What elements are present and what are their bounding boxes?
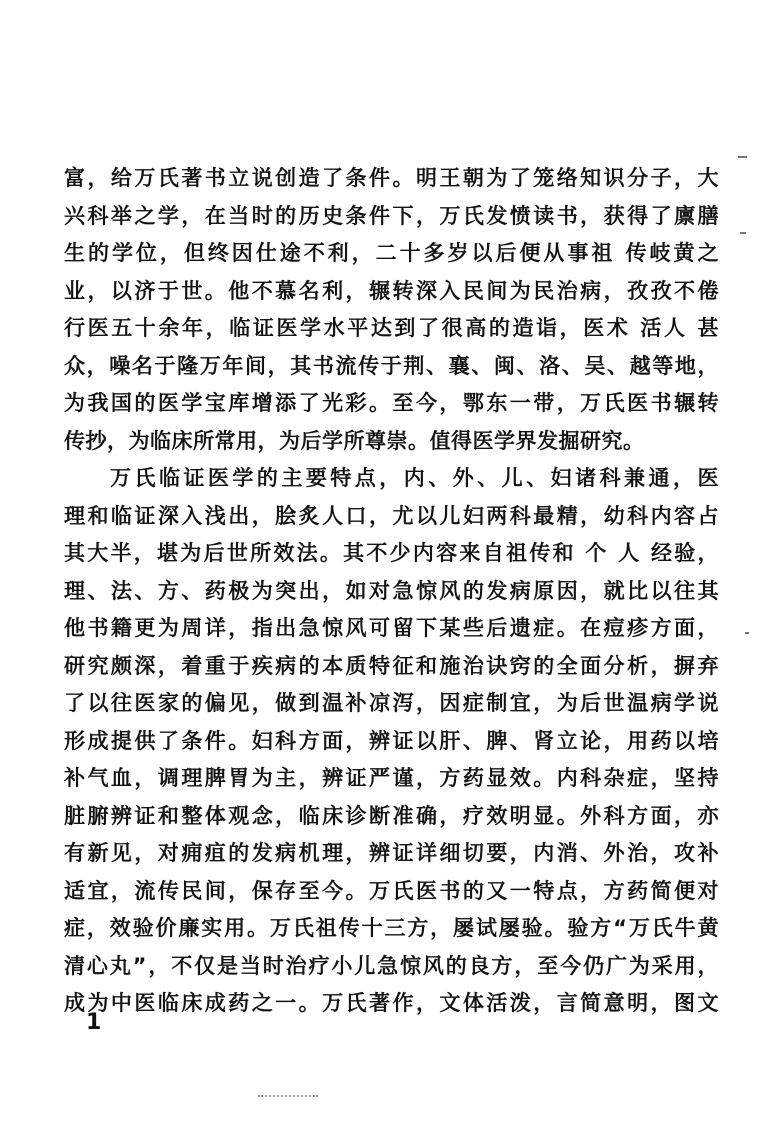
body-text xyxy=(64,160,719,1023)
text-line: 业，以济于世。他不慕名利，辗转深入民间为民治病，孜孜不倦 xyxy=(64,278,719,303)
text-line: 行医五十余年，临证医学水平达到了很高的造诣，医术 活人 甚 xyxy=(64,316,719,340)
text-line: 生的学位，但终因仕途不利，二十多岁以后便从事祖 传岐黄之 xyxy=(64,241,719,265)
scan-artifact xyxy=(258,1095,318,1101)
text-line: 适宜，流传民间，保存至今。万氏医书的又一特点，方药简便对 xyxy=(64,878,719,903)
text-line: 兴科举之学，在当时的历史条件下，万氏发愤读书，获得了廪膳 xyxy=(64,203,719,228)
text-line: 了以往医家的偏见，做到温补凉泻，因症制宜，为后世温病学说 xyxy=(64,691,719,715)
text-line: 成为中医临床成药之一。万氏著作，文体活泼，言简意明，图文 xyxy=(64,991,719,1015)
text-line: 其大半，堪为后世所效法。其不少内容来自祖传和 个 人 经验， xyxy=(64,541,719,565)
margin-mark-top xyxy=(738,156,747,158)
text-line: 理和临证深入浅出，脍炙人口，尤以儿妇两科最精，幼科内容占 xyxy=(64,503,719,528)
text-line: 为我国的医学宝库增添了光彩。至今，鄂东一带，万氏医书辗转 xyxy=(64,391,719,415)
margin-mark-middle xyxy=(740,232,746,234)
text-line: 研究颇深，着重于疾病的本质特征和施治诀窍的全面分析，摒弃 xyxy=(64,653,719,678)
margin-mark-bottom xyxy=(745,632,749,634)
text-line: 有新见，对痈疽的发病机理，辨证详细切要，内消、外治，攻补 xyxy=(64,841,719,865)
text-line: 理、法、方、药极为突出，如对急惊风的发病原因，就比以往其 xyxy=(64,578,719,603)
text-line: 补气血，调理脾胃为主，辨证严谨，方药显效。内科杂症，坚持 xyxy=(64,766,719,790)
text-line: 形成提供了条件。妇科方面，辨证以肝、脾、肾立论，用药以培 xyxy=(64,728,719,753)
paragraph-start-line: 万氏临证医学的主要特点，内、外、儿、妇诸科兼通，医 xyxy=(110,466,719,490)
text-line: 他书籍更为周详，指出急惊风可留下某些后遗症。在痘疹方面， xyxy=(64,616,719,640)
text-line: 富，给万氏著书立说创造了条件。明王朝为了笼络知识分子，大 xyxy=(64,166,719,190)
text-line: 清心丸”，不仅是当时治疗小儿急惊风的良方，至今仍广为采用， xyxy=(64,953,719,978)
page-number: 1 xyxy=(86,1010,102,1035)
text-line: 传抄，为临床所常用，为后学所尊崇。值得医学界发掘研究。 xyxy=(64,428,645,453)
text-line: 脏腑辨证和整体观念，临床诊断准确，疗效明显。外科方面，亦 xyxy=(64,803,719,828)
text-line: 症，效验价廉实用。万氏祖传十三方，屡试屡验。验方“万氏牛黄 xyxy=(64,916,719,940)
text-line: 众，噪名于隆万年间，其书流传于荆、襄、闽、洛、吴、越等地， xyxy=(64,353,719,378)
